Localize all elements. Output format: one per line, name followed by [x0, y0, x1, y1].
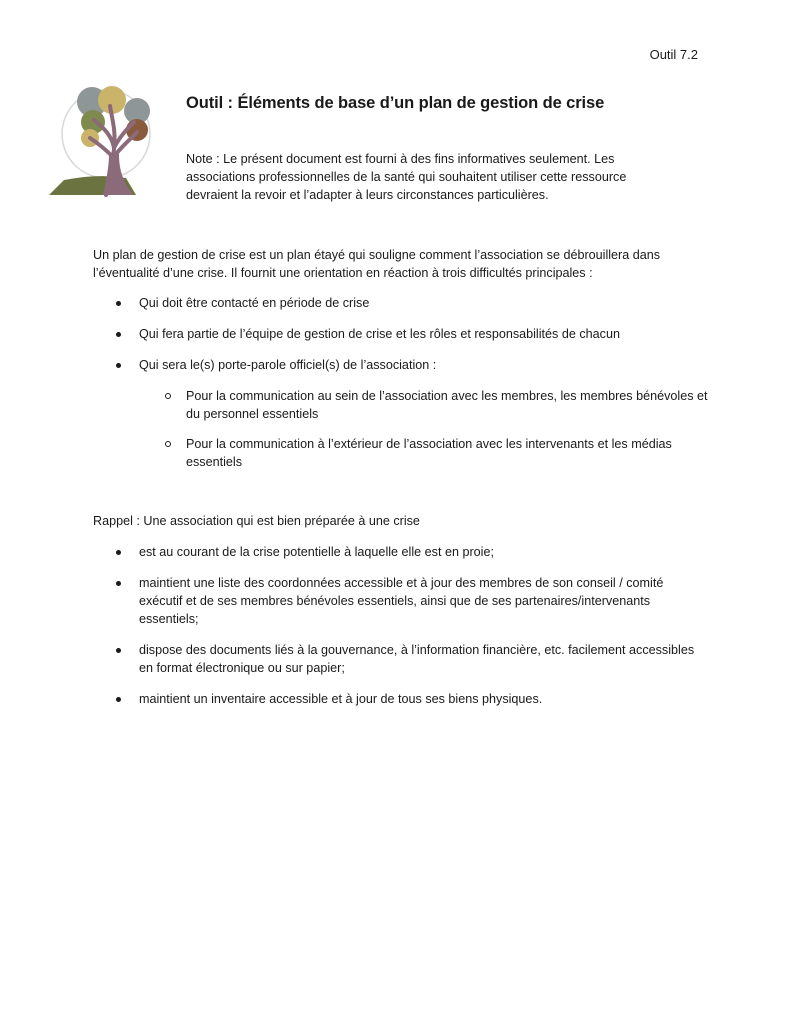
bullet-icon	[116, 301, 121, 306]
sub-list-item	[93, 435, 708, 471]
sub-list-item-text: Pour la communication au sein de l’association avec les membres, les membres bénévoles et du personnel essentiels	[186, 389, 708, 421]
tree-logo-icon	[46, 84, 158, 198]
spokesperson-sublist	[93, 387, 708, 471]
list-item	[93, 294, 708, 312]
bullet-icon	[116, 550, 121, 555]
list-item	[93, 543, 708, 561]
bullet-icon	[116, 363, 121, 368]
list-item-text: Qui fera partie de l’équipe de gestion de crise et les rôles et responsabilités de chacun	[139, 327, 620, 341]
list-item	[93, 641, 708, 677]
list-item-text: maintient une liste des coordonnées accessible et à jour des membres de son conseil / comité exécutif et de ses membres bénévoles essentiels, ainsi que de ses partenaires/intervenants essentiels;	[139, 576, 664, 626]
tree-logo	[46, 84, 158, 198]
bullet-icon	[116, 332, 121, 337]
circle-bullet-icon	[165, 393, 171, 399]
list-item	[93, 325, 708, 343]
disclaimer-note: Note : Le présent document est fourni à des fins informatives seulement. Les associations professionnelles de la santé qui souhaitent utiliser cette ressource devraient la revoir et l’adapter à leurs circonstances particulières.	[186, 152, 627, 202]
list-item	[93, 690, 708, 708]
bullet-icon	[116, 697, 121, 702]
challenges-list	[93, 294, 708, 484]
circle-bullet-icon	[165, 441, 171, 447]
sub-list-item	[93, 387, 708, 423]
reminder-heading: Rappel : Une association qui est bien préparée à une crise	[93, 514, 420, 528]
list-item-text: Qui doit être contacté en période de crise	[139, 296, 370, 310]
bullet-icon	[116, 648, 121, 653]
sub-list-item-text: Pour la communication à l’extérieur de l’association avec les intervenants et les médias essentiels	[186, 437, 672, 469]
page-title: Outil : Éléments de base d’un plan de gestion de crise	[186, 94, 605, 112]
list-item-text: Qui sera le(s) porte-parole officiel(s) de l’association :	[139, 358, 437, 372]
list-item-text: est au courant de la crise potentielle à laquelle elle est en proie;	[139, 545, 494, 559]
reminder-list	[93, 543, 708, 721]
list-item	[93, 574, 708, 628]
list-item-text: dispose des documents liés à la gouvernance, à l’information financière, etc. facilement accessibles en format électronique ou sur papier;	[139, 643, 695, 675]
bullet-icon	[116, 581, 121, 586]
list-item	[93, 356, 708, 471]
intro-paragraph: Un plan de gestion de crise est un plan étayé qui souligne comment l’association se débrouillera dans l’éventualité d’une crise. Il fournit une orientation en réaction à trois difficultés principales :	[93, 248, 661, 280]
tool-number: Outil 7.2	[649, 47, 698, 62]
list-item-text: maintient un inventaire accessible et à jour de tous ses biens physiques.	[139, 692, 543, 706]
